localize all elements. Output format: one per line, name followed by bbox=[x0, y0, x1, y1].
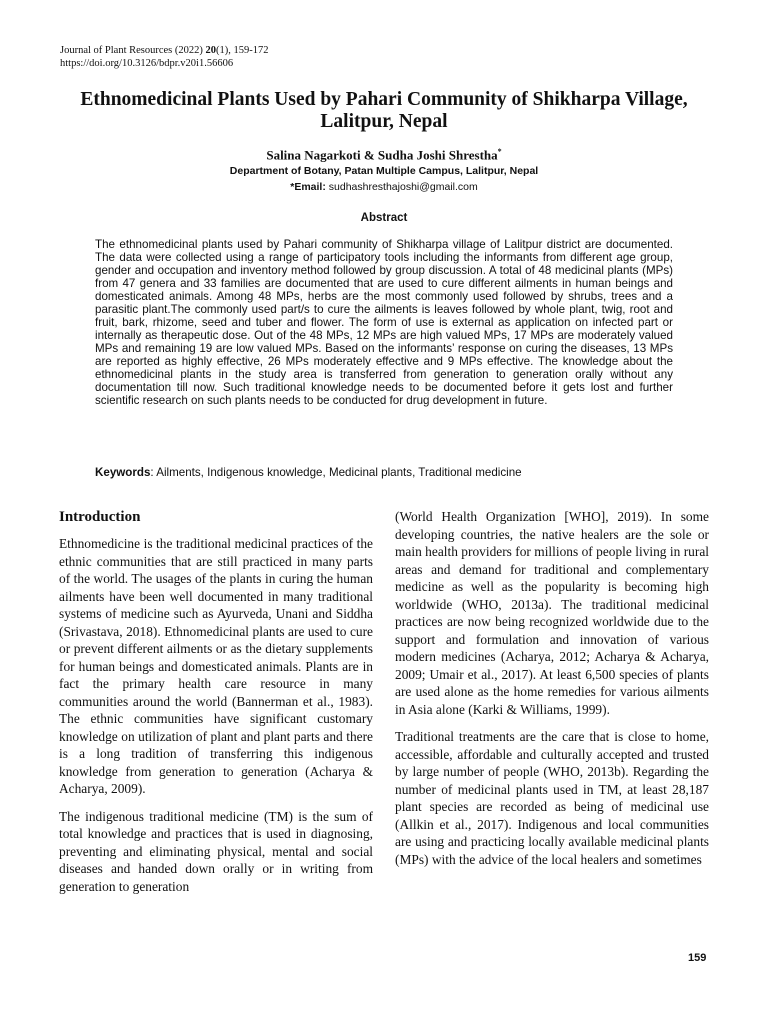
abstract-heading: Abstract bbox=[360, 212, 408, 224]
email-address[interactable]: sudhashresthajoshi@gmail.com bbox=[325, 181, 478, 193]
abstract-body: The ethnomedicinal plants used by Pahari community of Shikharpa village of Lalitpur district are documented. The data were collected using a range of participatory tools including the informants from different age group, gender and occupation and inventory method followed by group discussion. A total of 48 medicinal plants (MPs) from 47 genera and 33 families are documented that are used to cure different ailments in human beings and domesticated animals. Among 48 MPs, herbs are the most commonly used followed by shrubs, trees and a parasitic plant.The commonly used part/s to cure the ailments is leaves followed by whole plant, twig, root and fruit, bark, rhizome, seed and tuber and flower. The form of use is external as application on infected part or internally as therapeutic dose. Out of the 48 MPs, 12 MPs are high valued MPs, 17 MPs are moderately valued MPs and remaining 19 are low valued MPs. Based on the informants’ response on curing the diseases, 13 MPs are reported as highly effective, 26 MPs moderately effective and 9 MPs effective. The knowledge about the ethnomedicinal plants in the study area is transferred from generation to generation orally without any documentation till now. Such traditional knowledge needs to be documented before it gets lost and further scientific research on such plants needs to be conducted for drug development in future. bbox=[95, 238, 673, 407]
keywords-text: : Ailments, Indigenous knowledge, Medicinal plants, Traditional medicine bbox=[150, 466, 522, 479]
journal-name: Journal of Plant Resources (2022) bbox=[60, 45, 206, 56]
right-column bbox=[395, 508, 709, 878]
introduction-heading: Introduction bbox=[59, 509, 141, 525]
keywords-label: Keywords bbox=[95, 466, 151, 479]
email-line bbox=[60, 181, 708, 193]
corresponding-mark: * bbox=[497, 147, 502, 156]
keywords-line bbox=[95, 466, 673, 479]
page-number: 159 bbox=[688, 952, 707, 964]
body-paragraph: (World Health Organization [WHO], 2019). In some developing countries, the native healers are the sole or main health providers for millions of people living in rural areas and demand for traditional and complementary medicine as well as the popularity is becoming high worldwide (WHO, 2013a). The traditional medicinal practices are now being recognized worldwide due to the support and formulation and innovation of various modern medicines (Acharya, 2012; Acharya & Acharya, 2009; Umair et al., 2017). At least 6,500 species of plants are used alone as the home remedies for various ailments in Asia alone (Karki & Williams, 1999). bbox=[395, 509, 709, 717]
authors: Salina Nagarkoti & Sudha Joshi Shrestha bbox=[266, 147, 498, 163]
journal-issue-pages: (1), 159-172 bbox=[216, 45, 269, 56]
author-line bbox=[60, 147, 708, 163]
journal-citation bbox=[60, 44, 269, 57]
body-paragraph: Traditional treatments are the care that is close to home, accessible, affordable and culturally accepted and trusted by large number of people (WHO, 2013b). Regarding the number of medicinal plants used in TM, at least 28,187 plant species are recorded as being of medicinal use (Allkin et al., 2017). Indigenous and local communities are using and practicing locally available medicinal plants (MPs) with the advice of the local healers and sometimes bbox=[395, 729, 709, 867]
body-paragraph: The indigenous traditional medicine (TM) is the sum of total knowledge and practices that is used in diagnosing, preventing and eliminating physical, mental and social diseases and handed down orally or in writing from generation to generation bbox=[59, 808, 373, 894]
journal-header bbox=[60, 44, 269, 70]
affiliation: Department of Botany, Patan Multiple Campus, Lalitpur, Nepal bbox=[229, 165, 539, 177]
body-paragraph: Ethnomedicine is the traditional medicinal practices of the ethnic communities that are still practiced in many parts of the world. The usages of the plants in curing the human ailments have been well documented in many traditional systems of medicine such as Ayurveda, Unani and Siddha (Srivastava, 2018). Ethnomedicinal plants are used to cure or prevent different ailments or as the dietary supplements for human beings and domesticated animals. Plants are in fact the primary health care resource in many communities around the world (Bannerman et al., 1983). The ethnic communities have significant customary knowledge on utilization of plant and plant parts and there is a long tradition of transferring this indigenous knowledge from generation to generation (Acharya & Acharya, 2009). bbox=[59, 536, 373, 796]
left-column bbox=[59, 508, 373, 905]
email-label: *Email: bbox=[290, 181, 326, 193]
paper-title: Ethnomedicinal Plants Used by Pahari Community of Shikharpa Village, Lalitpur, Nepal bbox=[80, 89, 688, 132]
journal-volume: 20 bbox=[205, 45, 217, 56]
doi-link[interactable]: https://doi.org/10.3126/bdpr.v20i1.56606 bbox=[60, 58, 234, 69]
